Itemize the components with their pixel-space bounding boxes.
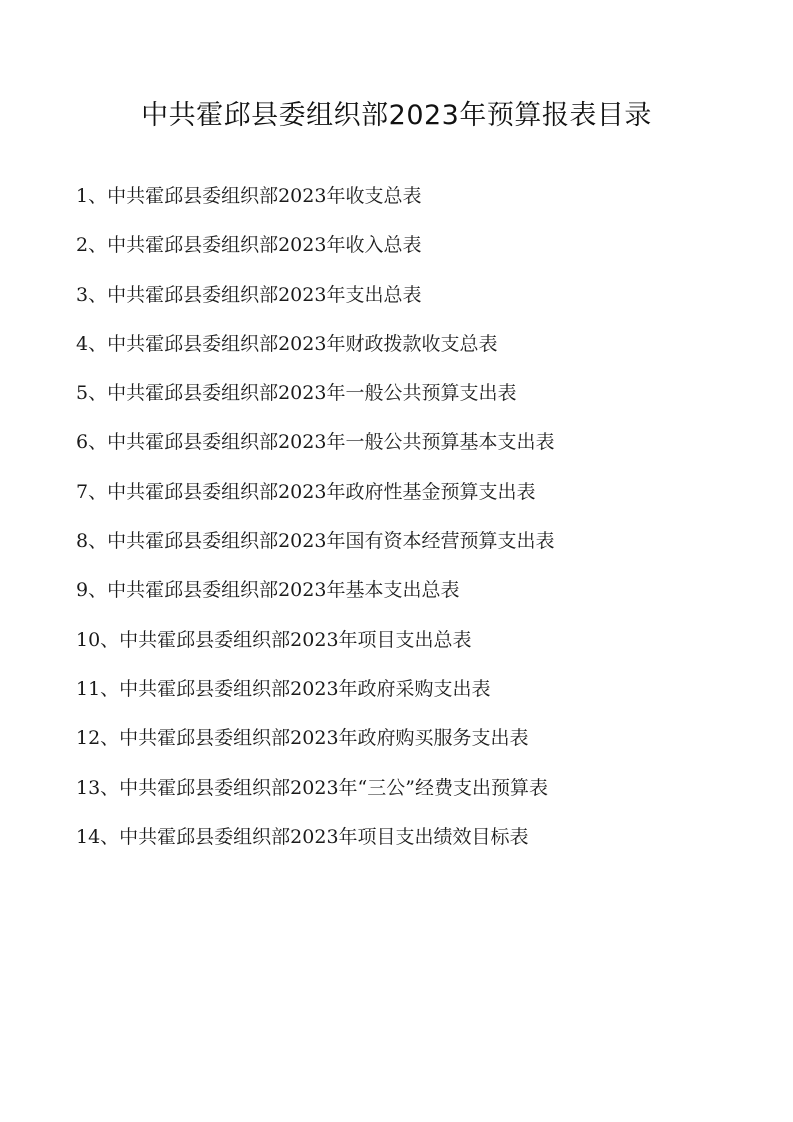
toc-item: 11、中共霍邱县委组织部2023年政府采购支出表 <box>76 677 491 700</box>
toc-item: 5、中共霍邱县委组织部2023年一般公共预算支出表 <box>76 382 517 405</box>
toc-item: 10、中共霍邱县委组织部2023年项目支出总表 <box>76 628 472 651</box>
toc-item: 8、中共霍邱县委组织部2023年国有资本经营预算支出表 <box>76 530 555 553</box>
table-of-contents <box>76 180 756 870</box>
toc-item: 13、中共霍邱县委组织部2023年“三公”经费支出预算表 <box>76 776 548 799</box>
toc-item: 3、中共霍邱县委组织部2023年支出总表 <box>76 283 422 306</box>
toc-item: 12、中共霍邱县委组织部2023年政府购买服务支出表 <box>76 727 529 750</box>
toc-item: 6、中共霍邱县委组织部2023年一般公共预算基本支出表 <box>76 431 555 454</box>
toc-item: 2、中共霍邱县委组织部2023年收入总表 <box>76 234 422 257</box>
toc-item: 1、中共霍邱县委组织部2023年收支总表 <box>76 185 422 207</box>
toc-item: 14、中共霍邱县委组织部2023年项目支出绩效目标表 <box>76 825 529 848</box>
toc-item: 4、中共霍邱县委组织部2023年财政拨款收支总表 <box>76 332 498 355</box>
page-title: 中共霍邱县委组织部2023年预算报表目录 <box>141 100 652 131</box>
toc-item: 7、中共霍邱县委组织部2023年政府性基金预算支出表 <box>76 480 536 503</box>
toc-item: 9、中共霍邱县委组织部2023年基本支出总表 <box>76 579 460 602</box>
